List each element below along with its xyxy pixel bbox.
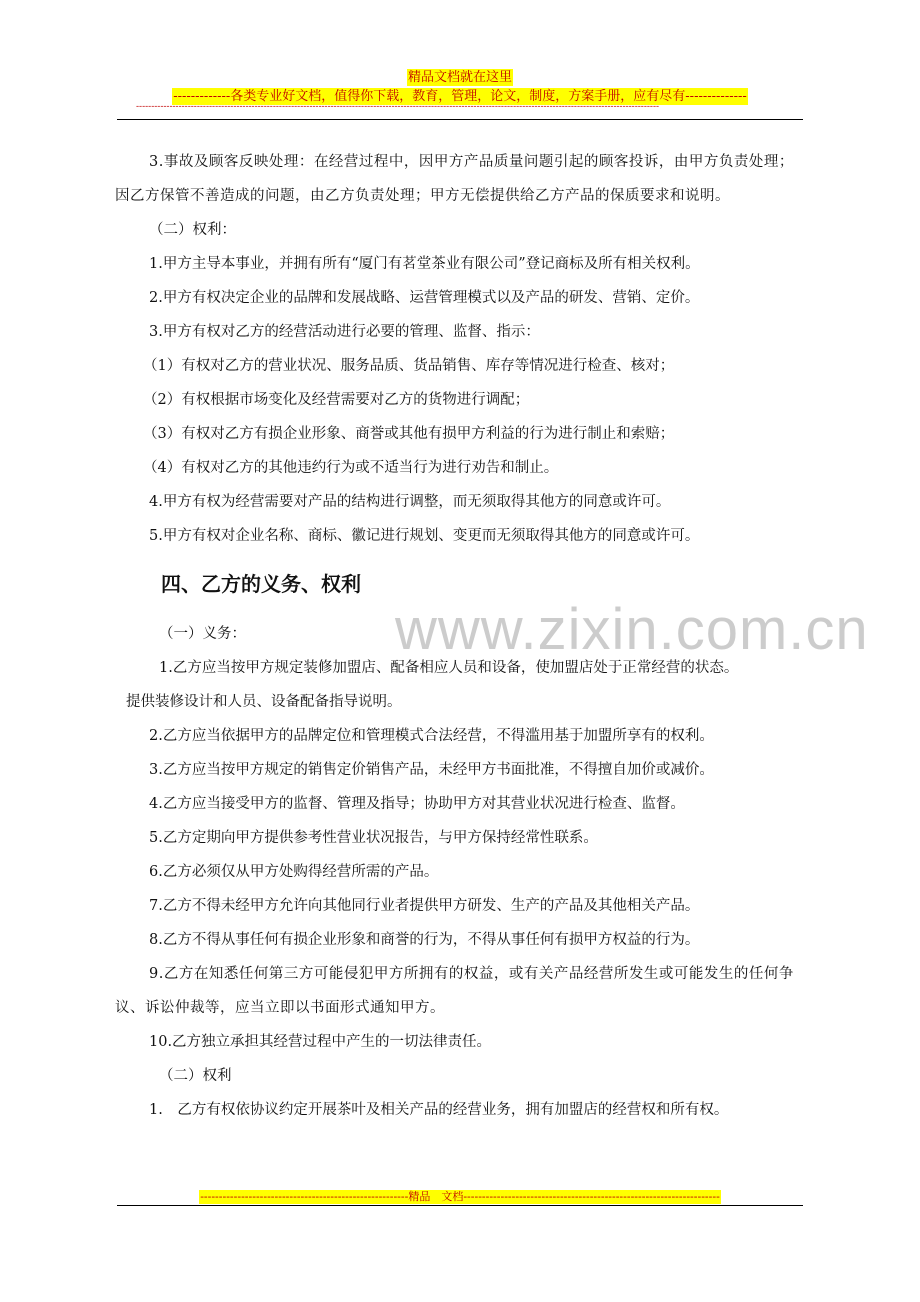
- footer-rule: [117, 1205, 803, 1206]
- list-item: 5.甲方有权对企业名称、商标、徽记进行规划、变更而无须取得其他方的同意或许可。: [149, 528, 700, 544]
- list-item: 6.乙方必须仅从甲方处购得经营所需的产品。: [149, 864, 439, 880]
- list-item: 2.甲方有权决定企业的品牌和发展战略、运营管理模式以及产品的研发、营销、定价。: [149, 290, 700, 306]
- list-item: 4.乙方应当接受甲方的监督、管理及指导；协助甲方对其营业状况进行检查、监督。: [149, 796, 685, 812]
- header-dash-line: ----------------------------------------------------------------------------------------------------------------------------------------------------------------------------: [136, 102, 660, 112]
- subsection-rights-b: （二）权利: [159, 1068, 232, 1084]
- subsection-rights-a: （二）权利：: [149, 222, 236, 238]
- list-item: 7.乙方不得未经甲方允许向其他同行业者提供甲方研发、生产的产品及其他相关产品。: [149, 898, 700, 914]
- section-heading: 四、乙方的义务、权利: [161, 572, 361, 596]
- list-item: 4.甲方有权为经营需要对产品的结构进行调整，而无须取得其他方的同意或许可。: [149, 494, 671, 510]
- header-title-wrap: [0, 66, 920, 86]
- subsection-duties: （一）义务：: [159, 626, 246, 642]
- list-item: （4）有权对乙方的其他违约行为或不适当行为进行劝告和制止。: [143, 460, 559, 476]
- footer-wrap: [0, 1185, 920, 1204]
- list-item: 5.乙方定期向甲方提供参考性营业状况报告，与甲方保持经常性联系。: [149, 830, 598, 846]
- footer-text: --------------------------------------------------------精品 文档---------------------------------------------------------------------: [200, 1190, 720, 1203]
- list-item: 1. 乙方有权依协议约定开展茶叶及相关产品的经营业务，拥有加盟店的经营权和所有权。: [149, 1102, 729, 1118]
- list-item: 1.甲方主导本事业，并拥有所有“厦门有茗堂茶业有限公司”登记商标及所有相关权利。: [149, 256, 700, 272]
- list-item: 9.乙方在知悉任何第三方可能侵犯甲方所拥有的权益，或有关产品经营所发生或可能发生的任何争议、诉讼仲裁等，应当立即以书面形式通知甲方。: [115, 966, 794, 1016]
- list-item: 3.甲方有权对乙方的经营活动进行必要的管理、监督、指示：: [149, 324, 540, 340]
- list-item: （1）有权对乙方的营业状况、服务品质、货品销售、库存等情况进行检查、核对；: [143, 358, 675, 374]
- list-item-continuation: 提供装修设计和人员、设备配备指导说明。: [126, 694, 402, 710]
- header-rule: [117, 119, 803, 120]
- list-item: 2.乙方应当依据甲方的品牌定位和管理模式合法经营，不得滥用基于加盟所享有的权利。: [149, 728, 714, 744]
- list-item: 3.乙方应当按甲方规定的销售定价销售产品，未经甲方书面批准，不得擅自加价或减价。: [149, 762, 714, 778]
- header-subtitle: -------------各类专业好文档，值得你下载，教育，管理，论文，制度，方案手册，应有尽有--------------: [173, 89, 747, 104]
- list-item: （2）有权根据市场变化及经营需要对乙方的货物进行调配；: [143, 392, 530, 408]
- document-body: [115, 145, 805, 1127]
- list-item: 10.乙方独立承担其经营过程中产生的一切法律责任。: [149, 1034, 492, 1050]
- header-title: 精品文档就在这里: [407, 70, 512, 85]
- watermark: www.zixin.com.cn: [395, 597, 869, 662]
- list-item: 8.乙方不得从事任何有损企业形象和商誉的行为，不得从事任何有损甲方权益的行为。: [149, 932, 700, 948]
- list-item: 1.乙方应当按甲方规定装修加盟店、配备相应人员和设备，使加盟店处于正常经营的状态。: [159, 660, 739, 676]
- paragraph-accident-handling: 3.事故及顾客反映处理：在经营过程中，因甲方产品质量问题引起的顾客投诉，由甲方负责处理；因乙方保管不善造成的问题，由乙方负责处理；甲方无偿提供给乙方产品的保质要求和说明。: [115, 154, 794, 204]
- list-item: （3）有权对乙方有损企业形象、商誉或其他有损甲方利益的行为进行制止和索赔；: [143, 426, 675, 442]
